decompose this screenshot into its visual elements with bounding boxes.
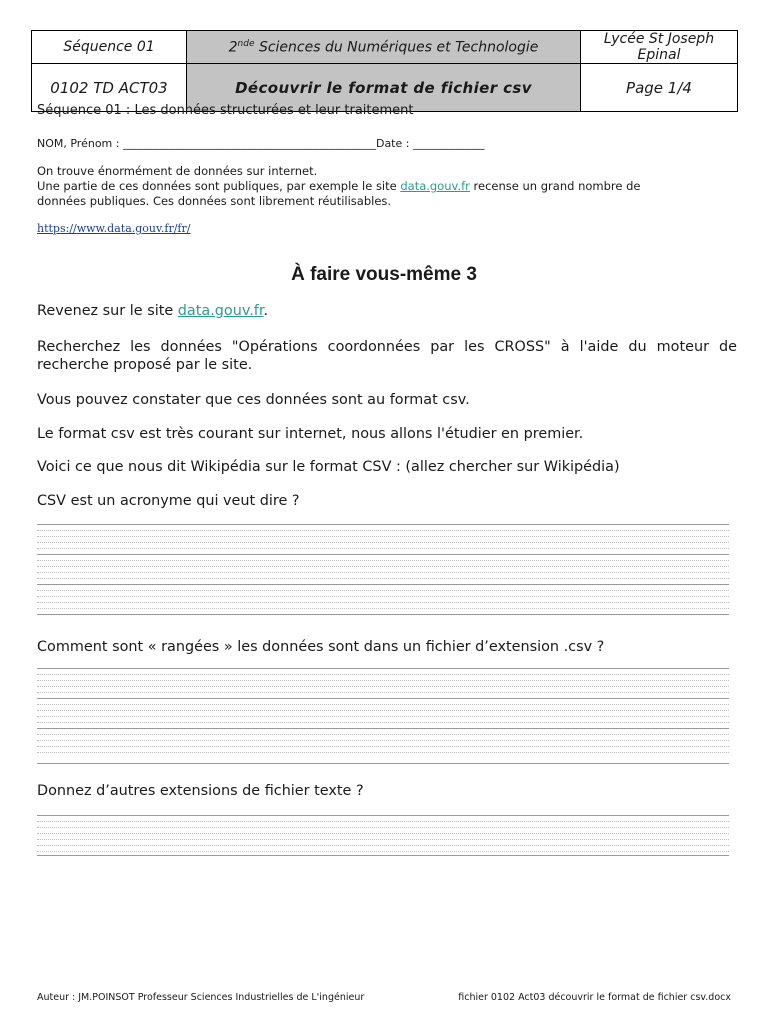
page-number: Page 1/4 (581, 64, 738, 112)
footer-author: Auteur : JM.POINSOT Professeur Sciences Industrielles de L'ingénieur (37, 992, 365, 1003)
search-line-1: Recherchez les données "Opérations coordonnées par les CROSS" à l'aide du moteur de (37, 339, 737, 355)
document-title: Découvrir le format de fichier csv (187, 64, 581, 112)
answer-lines-storage[interactable] (37, 668, 729, 768)
paragraph-wikipedia: Voici ce que nous dit Wikipédia sur le format CSV : (allez chercher sur Wikipédia) (37, 459, 620, 475)
paragraph-csv-format: Vous pouvez constater que ces données sont au format csv. (37, 392, 470, 408)
paragraph-revisit-site (37, 302, 268, 320)
paragraph-revisit-end: . (263, 303, 269, 319)
intro-line-2-end: recense un grand nombre de (469, 179, 641, 193)
intro-paragraph (37, 164, 737, 209)
data-gouv-link-2[interactable]: data.gouv.fr (177, 303, 264, 319)
intro-line-2 (37, 179, 737, 194)
school-cell: Lycée St Joseph Epinal (581, 31, 738, 64)
question-csv-storage: Comment sont « rangées » les données sont dans un fichier d’extension .csv ? (37, 639, 605, 655)
section-heading: À faire vous-même 3 (291, 264, 477, 285)
intro-line-3: données publiques. Ces données sont librement réutilisables. (37, 194, 392, 208)
class-cell (187, 31, 581, 64)
intro-line-2-text: Une partie de ces données sont publiques, par exemple le site (37, 179, 401, 193)
question-acronym: CSV est un acronyme qui veut dire ? (37, 493, 300, 509)
footer-filename: fichier 0102 Act03 découvrir le format de fichier csv.docx (458, 992, 731, 1003)
answer-lines-extensions[interactable] (37, 815, 729, 860)
paragraph-search-instructions (37, 338, 737, 374)
sequence-subtitle: Séquence 01 : Les données structurées et leur traitement (37, 103, 414, 118)
activity-code-cell: 0102 TD ACT03 (32, 64, 187, 112)
intro-line-1: On trouve énormément de données sur internet. (37, 164, 318, 178)
search-line-2: recherche proposé par le site. (37, 357, 253, 373)
paragraph-revisit-text: Revenez sur le site (37, 303, 178, 319)
data-gouv-url-link[interactable]: https://www.data.gouv.fr/fr/ (37, 222, 191, 235)
class-superscript: nde (237, 38, 255, 49)
paragraph-csv-common: Le format csv est très courant sur internet, nous allons l'étudier en premier. (37, 426, 584, 442)
class-prefix: 2 (228, 39, 238, 56)
header-table (31, 30, 738, 112)
name-date-line: NOM, Prénom : ______________________________________________Date : _____________ (37, 137, 485, 150)
data-gouv-link[interactable]: data.gouv.fr (400, 179, 470, 193)
question-text-extensions: Donnez d’autres extensions de fichier texte ? (37, 783, 364, 799)
class-name: Sciences du Numériques et Technologie (254, 39, 539, 56)
answer-lines-acronym[interactable] (37, 524, 729, 624)
sequence-cell: Séquence 01 (32, 31, 187, 64)
